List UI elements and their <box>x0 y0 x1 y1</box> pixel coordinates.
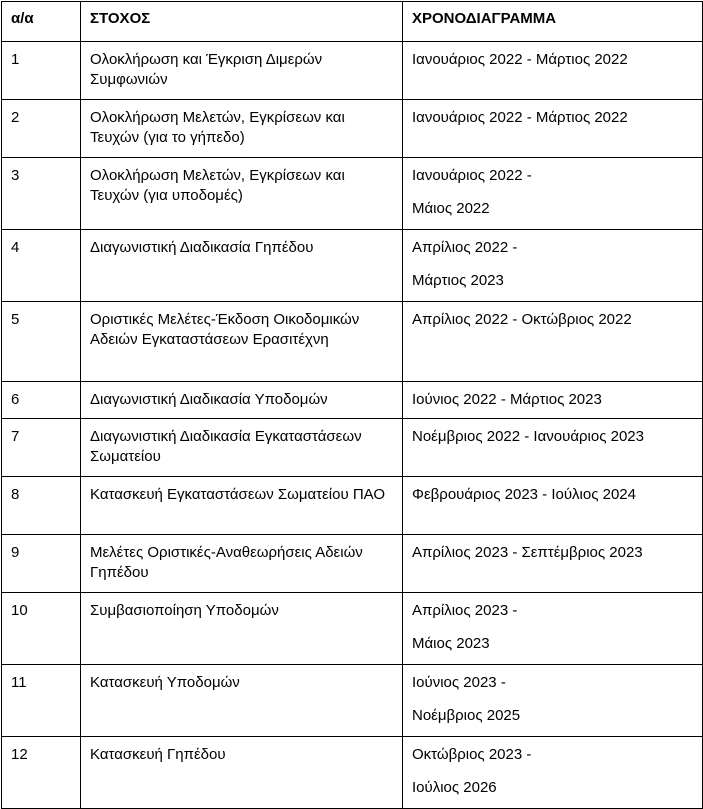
schedule-line: Ιούνιος 2022 - Μάρτιος 2023 <box>412 391 602 408</box>
table-row <box>2 382 703 419</box>
table-row <box>2 230 703 302</box>
schedule-line: Απρίλιος 2023 - Σεπτέμβριος 2023 <box>412 544 643 561</box>
schedule-line: Νοέμβριος 2025 <box>412 707 521 724</box>
schedule-line: Φεβρουάριος 2023 - Ιούλιος 2024 <box>412 486 636 503</box>
table-row <box>2 302 703 382</box>
row-schedule <box>403 230 703 302</box>
row-number: 8 <box>2 477 81 535</box>
row-goal: Διαγωνιστική Διαδικασία Εγκαταστάσεων Σωματείου <box>81 419 403 477</box>
row-goal: Κατασκευή Γηπέδου <box>81 737 403 809</box>
header-goal: ΣΤΟΧΟΣ <box>81 2 403 42</box>
table-row <box>2 535 703 593</box>
table-row <box>2 158 703 230</box>
row-goal: Ολοκλήρωση και Έγκριση Διμερών Συμφωνιών <box>81 42 403 100</box>
row-schedule <box>403 665 703 737</box>
row-goal: Διαγωνιστική Διαδικασία Γηπέδου <box>81 230 403 302</box>
row-number: 5 <box>2 302 81 382</box>
schedule-line: Ιανουάριος 2022 - <box>412 167 532 184</box>
row-schedule <box>403 158 703 230</box>
schedule-line: Απρίλιος 2022 - Οκτώβριος 2022 <box>412 311 632 328</box>
row-schedule <box>403 737 703 809</box>
row-schedule <box>403 477 703 535</box>
header-num: α/α <box>2 2 81 42</box>
row-schedule <box>403 593 703 665</box>
schedule-line: Μάιος 2022 <box>412 200 490 217</box>
table-header-row <box>2 2 703 42</box>
table-row <box>2 100 703 158</box>
row-goal: Μελέτες Οριστικές-Αναθεωρήσεις Αδειών Γηπέδου <box>81 535 403 593</box>
row-schedule <box>403 42 703 100</box>
row-number: 3 <box>2 158 81 230</box>
row-number: 2 <box>2 100 81 158</box>
schedule-line: Οκτώβριος 2023 - <box>412 746 532 763</box>
row-goal: Ολοκλήρωση Μελετών, Εγκρίσεων και Τευχών (για το γήπεδο) <box>81 100 403 158</box>
row-number: 4 <box>2 230 81 302</box>
schedule-line: Ιανουάριος 2022 - Μάρτιος 2022 <box>412 109 628 126</box>
row-goal: Διαγωνιστική Διαδικασία Υποδομών <box>81 382 403 419</box>
header-schedule: ΧΡΟΝΟΔΙΑΓΡΑΜΜΑ <box>403 2 703 42</box>
row-number: 9 <box>2 535 81 593</box>
schedule-line: Μάρτιος 2023 <box>412 272 504 289</box>
schedule-table <box>1 1 703 809</box>
schedule-line: Απρίλιος 2022 - <box>412 239 518 256</box>
schedule-line: Νοέμβριος 2022 - Ιανουάριος 2023 <box>412 428 644 445</box>
row-schedule <box>403 302 703 382</box>
row-number: 12 <box>2 737 81 809</box>
schedule-line: Μάιος 2023 <box>412 635 490 652</box>
table-row <box>2 477 703 535</box>
table-row <box>2 737 703 809</box>
row-goal: Κατασκευή Εγκαταστάσεων Σωματείου ΠΑΟ <box>81 477 403 535</box>
table-row <box>2 593 703 665</box>
schedule-line: Ιούνιος 2023 - <box>412 674 506 691</box>
row-goal: Ολοκλήρωση Μελετών, Εγκρίσεων και Τευχών (για υποδομές) <box>81 158 403 230</box>
table-row <box>2 419 703 477</box>
row-schedule <box>403 100 703 158</box>
schedule-line: Ιούλιος 2026 <box>412 779 497 796</box>
row-schedule <box>403 382 703 419</box>
row-goal: Κατασκευή Υποδομών <box>81 665 403 737</box>
row-number: 1 <box>2 42 81 100</box>
table-row <box>2 42 703 100</box>
row-schedule <box>403 419 703 477</box>
row-number: 10 <box>2 593 81 665</box>
table-row <box>2 665 703 737</box>
row-goal: Οριστικές Μελέτες-Έκδοση Οικοδομικών Αδειών Εγκαταστάσεων Ερασιτέχνη <box>81 302 403 382</box>
row-schedule <box>403 535 703 593</box>
row-goal: Συμβασιοποίηση Υποδομών <box>81 593 403 665</box>
row-number: 11 <box>2 665 81 737</box>
row-number: 6 <box>2 382 81 419</box>
row-number: 7 <box>2 419 81 477</box>
schedule-line: Απρίλιος 2023 - <box>412 602 518 619</box>
schedule-line: Ιανουάριος 2022 - Μάρτιος 2022 <box>412 51 628 68</box>
